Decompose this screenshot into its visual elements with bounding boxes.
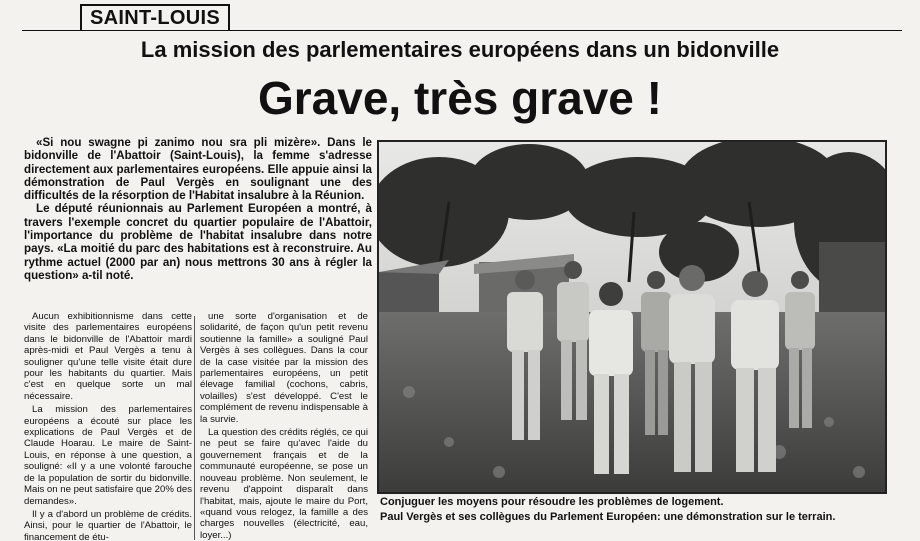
column-divider — [194, 316, 195, 540]
photo-illustration — [379, 142, 885, 492]
body-paragraph: Aucun exhibitionnisme dans cette visite des parlementaires européens dans le bidonville de l'Abattoir mardi après-midi et Paul Vergès a tenu à souligner qu'une telle visite était dure pour les habitants du quartier. Mais c'est en quelque sorte un mal nécessaire. — [24, 311, 192, 402]
article-subtitle: La mission des parlementaires européens dans un bidonville — [140, 37, 780, 62]
body-paragraph: La question des crédits réglés, ce qui ne peut se faire qu'avec l'aide du gouvernement français et de la communauté européenne, se pose un nouveau problème. Non seulement, le revenu d'appoint disparaît dans l'habitat, mais, ajoute le maire du Port, «quand vous relogez, la famille a des charges nouvelles (électricité, eau, loyer...) — [200, 427, 368, 541]
intro-paragraphs — [24, 136, 372, 282]
photo-caption-text: Paul Vergès et ses collègues du Parlement Européen: une démonstration sur le terrain. — [380, 511, 836, 523]
body-paragraph: une sorte d'organisation et de solidarité, de façon qu'un petit revenu soutienne la famille» a souligné Paul Vergès à ses collègues. Dans la cour de la case visitée par la mission des parlementaires européens, un petit élevage familial (cochons, cabris, volailles) s'est développé. C'est le complément de revenu indispensable à la survie. — [200, 311, 368, 425]
photo-caption-title: Conjuguer les moyens pour résoudre les problèmes de logement. — [380, 496, 724, 508]
body-paragraph: La mission des parlementaires européens a écouté sur place les explications de Paul Vergès et de Claude Hoarau. Le maire de Saint-Louis, en réponse à une question, a souligné: «Il y a une volonté farouche de la population de sortir du bidonville. Mais on ne peut satisfaire que 20% des demandes». — [24, 404, 192, 507]
body-paragraph: Il y a d'abord un problème de crédits. Ainsi, pour le quartier de l'Abattoir, le financement de étu- — [24, 508, 192, 541]
body-column-1 — [24, 311, 192, 541]
news-photo — [377, 140, 887, 494]
article-headline: Grave, très grave ! — [257, 72, 662, 124]
body-column-2 — [200, 311, 368, 541]
intro-paragraph: «Si nou swagne pi zanimo nou sra pli mizère». Dans le bidonville de l'Abattoir (Saint-Louis), la femme s'adresse directement aux parlementaires européens. Elle appuie ainsi la démonstration de Paul Vergès en soulignant une des difficultés de la résorption de l'Habitat insalubre à la Réunion. — [24, 136, 372, 203]
section-kicker: SAINT-LOUIS — [80, 4, 230, 30]
intro-paragraph: Le député réunionnais au Parlement Européen a montré, à travers l'exemple concret du quartier populaire de l'Abattoir, l'importance du problème de l'habitat insalubre dans notre pays. «La moitié du parc des habitations est à reconstruire. Au rythme actuel (2000 par an) nous mettrons 30 ans à régler la question» a-til noté. — [24, 202, 372, 282]
kicker-rule — [22, 30, 902, 31]
